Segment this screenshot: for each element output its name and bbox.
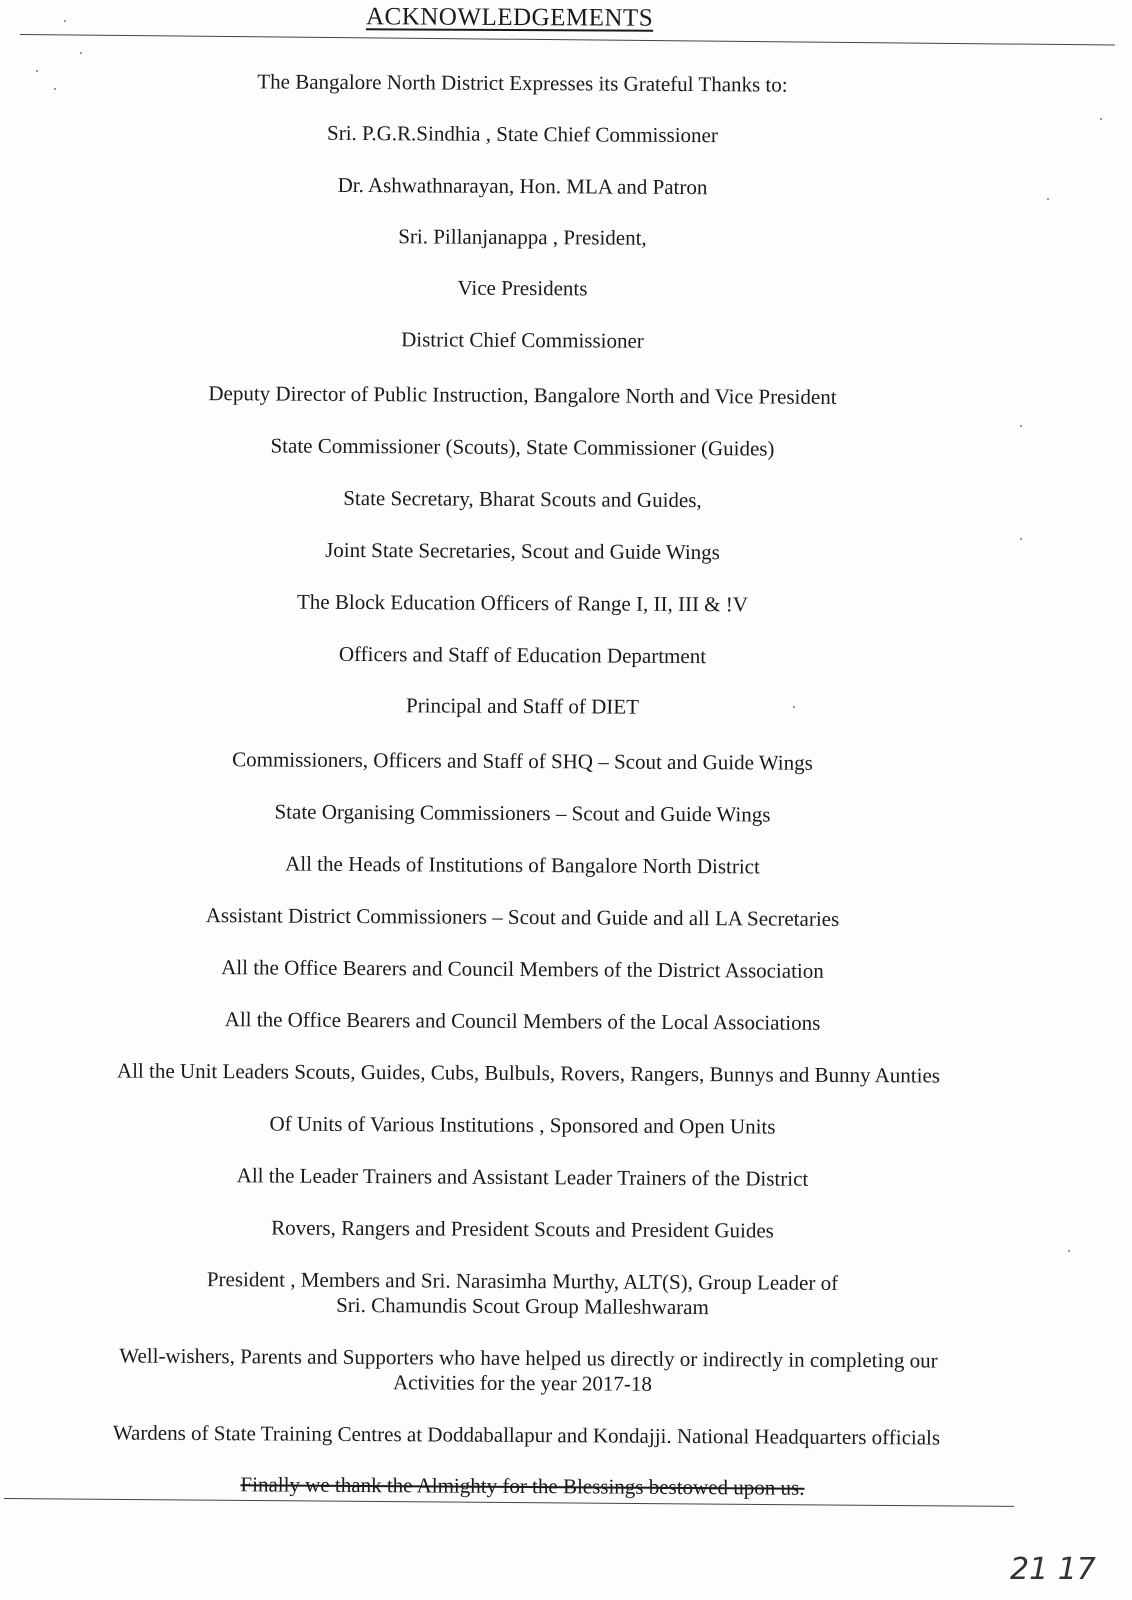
scan-speck [64, 20, 66, 22]
scan-speck [1020, 425, 1022, 427]
acknowledgement-line: Sri. P.G.R.Sindhia , State Chief Commissioner [326, 120, 718, 148]
acknowledgement-line: Deputy Director of Public Instruction, Bangalore North and Vice President [208, 381, 837, 409]
acknowledgement-line: Assistant District Commissioners – Scout and Guide and all LA Secretaries [205, 903, 840, 931]
page-title: ACKNOWLEDGEMENTS [365, 3, 654, 32]
acknowledgement-line: Principal and Staff of DIET [405, 693, 640, 719]
scan-speck [1020, 538, 1022, 540]
acknowledgement-line: State Organising Commissioners – Scout and Guide Wings [274, 799, 771, 827]
acknowledgement-line: All the Office Bearers and Council Members of the Local Associations [224, 1007, 821, 1035]
handwritten-page-number: 21 17 [1010, 1552, 1096, 1587]
acknowledgement-line: All the Leader Trainers and Assistant Leader Trainers of the District [236, 1163, 809, 1191]
acknowledgement-line: Sri. Chamundis Scout Group Malleshwaram [336, 1292, 709, 1320]
acknowledgement-line: Sri. Pillanjanappa , President, [398, 224, 647, 250]
acknowledgement-line: Dr. Ashwathnarayan, Hon. MLA and Patron [337, 172, 708, 200]
acknowledgement-line: Commissioners, Officers and Staff of SHQ – Scout and Guide Wings [232, 747, 813, 775]
acknowledgement-line: President , Members and Sri. Narasimha Murthy, ALT(S), Group Leader of [206, 1267, 839, 1295]
acknowledgement-line: Vice Presidents [457, 275, 588, 301]
acknowledgement-line: Of Units of Various Institutions , Sponsored and Open Units [269, 1111, 776, 1139]
acknowledgement-line: All the Heads of Institutions of Bangalore North District [285, 851, 760, 879]
acknowledgement-line: State Secretary, Bharat Scouts and Guides, [343, 485, 702, 513]
acknowledgement-line: All the Office Bearers and Council Members of the District Association [221, 955, 824, 983]
intro-line: The Bangalore North District Expresses its Grateful Thanks to: [257, 69, 788, 97]
scan-speck [793, 706, 795, 708]
acknowledgement-line: All the Unit Leaders Scouts, Guides, Cubs, Bulbuls, Rovers, Rangers, Bunnys and Bunny Aunties [116, 1058, 941, 1088]
acknowledgement-line: Activities for the year 2017-18 [392, 1370, 653, 1396]
scan-speck [36, 70, 38, 72]
scan-speck [1047, 198, 1049, 200]
acknowledgement-line: Wardens of State Training Centres at Doddaballapur and Kondajji. National Headquarters officials [112, 1420, 941, 1450]
closing-line: Finally we thank the Almighty for the Blessings bestowed upon us. [240, 1472, 805, 1500]
top-rule [20, 34, 1115, 46]
scan-speck [1100, 118, 1102, 120]
acknowledgement-line: Officers and Staff of Education Department [338, 641, 707, 669]
acknowledgement-line: District Chief Commissioner [401, 327, 644, 353]
scan-speck [54, 88, 56, 90]
scan-speck [80, 52, 82, 54]
acknowledgement-line: Joint State Secretaries, Scout and Guide Wings [325, 537, 720, 565]
scan-speck [1068, 1250, 1070, 1252]
acknowledgement-line: State Commissioner (Scouts), State Commissioner (Guides) [270, 433, 775, 461]
acknowledgement-line: Well-wishers, Parents and Supporters who have helped us directly or indirectly in completing our [119, 1343, 938, 1373]
acknowledgement-line: Rovers, Rangers and President Scouts and President Guides [271, 1215, 774, 1243]
acknowledgement-line: The Block Education Officers of Range I, II, III & !V [296, 589, 749, 617]
